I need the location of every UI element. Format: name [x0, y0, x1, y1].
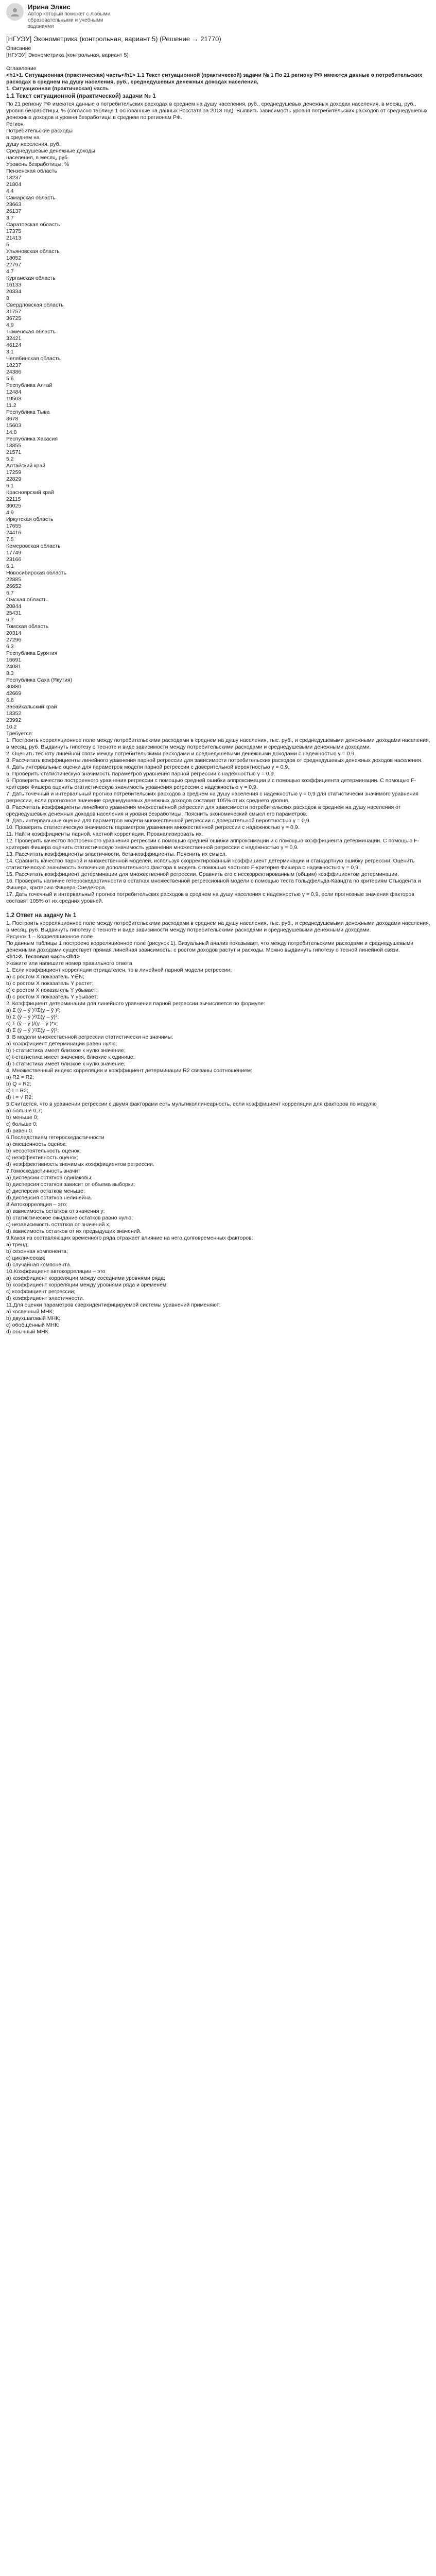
text-line: a) Σ (ŷ – ȳ )²/Σ(y – ȳ )²; — [6, 1007, 61, 1013]
user-icon — [9, 6, 21, 18]
text-line: Укажите или напишите номер правильного ответа — [6, 960, 132, 967]
text-line: Забайкальский край — [6, 704, 57, 710]
text-line: a) с ростом X показатель Y∈N; — [6, 974, 84, 980]
author-subtitle: Автор который поможет с любыми образовательными и учебными заданиями — [28, 11, 111, 29]
text-line: 19503 — [6, 396, 22, 402]
text-line: Саратовская область — [6, 222, 60, 228]
author-block — [6, 3, 431, 30]
text-line: Иркутская область — [6, 516, 54, 522]
text-line: 1. Если коэффициент корреляции отрицателен, то в линейной парной модели регрессии: — [6, 967, 232, 973]
text-line: d) дисперсия остатков нелинейна. — [6, 1195, 93, 1201]
text-line: в среднем на — [6, 134, 40, 141]
text-line: 15. Рассчитать коэффициент детерминации для множественной регрессии. Сравнить его с нескорректированным (общим) коэффициентом детерминации. — [6, 871, 399, 877]
text-line: 18237 — [6, 175, 22, 181]
text-line: 17655 — [6, 523, 22, 529]
text-line: 6. Проверить качество построенного уравнения регрессии с помощью средней ошибки аппроксимации и с помощью коэффициента детерминации. С помощью F-критерия Фишера оценить статистическую значимость уравнения регрессии с надежностью γ = 0,9. — [6, 777, 416, 790]
text-line: <h1>2. Тестовая часть</h1> — [6, 954, 80, 960]
text-line: a) коэффициент детерминации равен нулю; — [6, 1041, 117, 1047]
text-line: 4.4 — [6, 188, 14, 194]
text-line: 21413 — [6, 235, 22, 241]
text-line: b) статистическое ожидание остатков равно нулю; — [6, 1215, 133, 1221]
text-line: 20314 — [6, 630, 22, 636]
text-line: 3.1 — [6, 349, 14, 355]
text-line: c) неэффективность оценок; — [6, 1155, 78, 1161]
text-line: 26652 — [6, 583, 22, 589]
text-line: 21571 — [6, 449, 22, 455]
text-line: a) смещенность оценок; — [6, 1141, 67, 1147]
text-line: Томская область — [6, 623, 49, 630]
text-line: 7. Дать точечный и интервальный прогноз потребительских расходов в среднем на душу населения с надежностью γ = 0,9 для статистически значимого уравнения регрессии, если прогнозное значение среднедушевых денежных доходов составит 105% от их среднего уровня. — [6, 791, 418, 804]
text-line: 12. Проверить качество построенного уравнения регрессии с помощью средней ошибки аппроксимации и с помощью коэффициента детерминации. С помощью F-критерия Фишера оценить статистическую значимость уравнения множественной регрессии с надежностью γ = 0,9. — [6, 838, 419, 851]
text-line: b) коэффициент корреляции между уровнями ряда и временем; — [6, 1282, 168, 1288]
text-line: b) t-статистика имеет близкое к нулю значение; — [6, 1047, 126, 1054]
text-line: Челябинская область — [6, 355, 61, 362]
text-line: 22885 — [6, 577, 22, 583]
text-line: Самарская область — [6, 195, 56, 201]
text-line: 11.Для оценки параметров сверхидентифицируемой системы уравнений применяют: — [6, 1302, 221, 1308]
text-line: 4.9 — [6, 322, 14, 328]
text-line: Потребительские расходы — [6, 128, 73, 134]
text-line: d) с ростом X показатель Y убывает; — [6, 994, 98, 1000]
text-line: c) Σ (ŷ – ȳ )/(y – ȳ )*x; — [6, 1021, 58, 1027]
text-line: b) двухшаговый МНК; — [6, 1315, 61, 1321]
text-line: 3. В модели множественной регрессии статистически не значимы: — [6, 1034, 173, 1040]
text-line: душу населения, руб. — [6, 141, 61, 147]
text-line: c) больше 0; — [6, 1121, 38, 1127]
text-line: 17749 — [6, 550, 22, 556]
text-line: 30880 — [6, 684, 22, 690]
text-line: 17259 — [6, 469, 22, 476]
text-line: d) зависимость остатков от их предыдущих значений. — [6, 1228, 142, 1234]
text-line: 6.1 — [6, 483, 14, 489]
text-line: 46124 — [6, 342, 22, 348]
text-line: Курганская область — [6, 275, 56, 281]
text-line: b) сезонная компонента; — [6, 1248, 68, 1255]
text-line: 13. Рассчитать коэффициенты эластичности, бета-коэффициенты. Пояснить их смысл. — [6, 851, 227, 857]
text-line: 6.1 — [6, 563, 14, 569]
text-line: 4.7 — [6, 268, 14, 275]
text-line: Алтайский край — [6, 463, 46, 469]
text-line: Кемеровская область — [6, 543, 61, 549]
text-line: 15603 — [6, 422, 22, 429]
text-line: 1. Построить корреляционное поле между потребительскими расходами в среднем на душу населения, тыс. руб., и среднедушевыми денежными доходами населения, в месяц, руб. Выдвинуть гипотезу о тесноте и виде зависимости между потребительскими расходами и среднедушевыми денежными доходами. — [6, 737, 430, 750]
text-line: 16. Проверить наличие гетероскедастичности в остатках множественной регрессионной модели с помощью теста Гольдфельда-Квандта по критериям Стьюдента и Фишера, критерию Фишера-Снедекора. — [6, 878, 421, 891]
text-line: Регион — [6, 121, 24, 127]
text-line: 20844 — [6, 603, 22, 609]
text-line: Требуется: — [6, 731, 33, 737]
document-body — [6, 45, 431, 1335]
text-line: 2. Оценить тесноту линейной связи между потребительскими расходами и среднедушевыми денежными доходами с надежностью γ = 0,9. — [6, 751, 356, 757]
text-line: 18855 — [6, 443, 22, 449]
text-line: 9. Дать интервальные оценки для параметров модели множественной регрессии с доверительной вероятностью γ = 0,9. — [6, 818, 311, 824]
text-line — [6, 905, 431, 911]
text-line: 6.3 — [6, 643, 14, 650]
text-line: a) косвенный МНК; — [6, 1309, 54, 1315]
text-line: b) Σ (ŷ – ȳ )²/Σ(y – ȳ)²; — [6, 1014, 59, 1020]
text-line: 31757 — [6, 309, 22, 315]
text-line: 16691 — [6, 657, 22, 663]
text-line: 7.5 — [6, 536, 14, 543]
text-line: 36725 — [6, 315, 22, 321]
text-line: a) R2 = R2; — [6, 1074, 34, 1080]
text-line: 12484 — [6, 389, 22, 395]
text-line: 6.7 — [6, 590, 14, 596]
text-line: 22115 — [6, 496, 21, 502]
text-line: Пензенская область — [6, 168, 57, 174]
text-line: Республика Алтай — [6, 382, 53, 388]
text-line: Ульяновская область — [6, 248, 60, 255]
text-line: 10.2 — [6, 724, 17, 730]
text-line: 27296 — [6, 637, 22, 643]
text-line: 6.8 — [6, 697, 14, 703]
text-line: 17375 — [6, 228, 22, 234]
text-line: 10.Коэффициент автокорреляции – это — [6, 1268, 106, 1275]
text-line: 6.Последствием гетероскедастичности — [6, 1134, 104, 1141]
text-line: Красноярский край — [6, 489, 54, 496]
text-line: 21804 — [6, 181, 22, 188]
text-line: 5.6 — [6, 376, 14, 382]
text-line: d) коэффициент эластичности. — [6, 1295, 84, 1301]
text-line: b) с ростом X показатель Y растет; — [6, 980, 94, 987]
text-line: c) обобщённый МНК; — [6, 1322, 60, 1328]
section-heading: 1.2 Ответ на задачу № 1 — [6, 912, 77, 919]
text-line: 4. Множественный индекс корреляции и коэффициент детерминации R2 связаны соотношением: — [6, 1067, 253, 1074]
text-line: c) коэффициент регрессии; — [6, 1289, 76, 1295]
text-line: Омская область — [6, 597, 47, 603]
text-line: b) дисперсия остатков зависит от объема выборки; — [6, 1181, 135, 1188]
text-line: c) независимость остатков от значений x; — [6, 1222, 111, 1228]
text-line: По 21 региону РФ имеются данные о потребительских расходах в среднем на душу населения, руб., среднедушевых денежных доходах населения, в месяц, руб., уровня безработицы, % (согласно таблице 1 основанные на данных Росстата за 2018 год). Выявить зависимость уровня потребительских расходов от среднедушевых денежных доходов и уровня безработицы в среднем по регионам РФ. — [6, 101, 428, 121]
text-line: 18052 — [6, 255, 22, 261]
text-line: 24386 — [6, 369, 22, 375]
text-line: 11. Найти коэффициенты парной, частной корреляции. Проанализировать их. — [6, 831, 203, 837]
text-line: 23663 — [6, 201, 22, 208]
text-line: Уровень безработицы, % — [6, 161, 69, 167]
text-line: 3.7 — [6, 215, 14, 221]
text-line: 32421 — [6, 335, 22, 342]
text-line: 11.2 — [6, 402, 16, 409]
text-line: 20334 — [6, 289, 22, 295]
text-line: 10. Проверить статистическую значимость параметров уравнения множественной регрессии с надежностью γ = 0,9. — [6, 824, 300, 831]
text-line: a) больше 0,7; — [6, 1108, 43, 1114]
text-line: a) зависимость остатков от значения y; — [6, 1208, 105, 1214]
text-line: <h1>1. Ситуационная (практическая) часть</h1> 1.1 Текст ситуационной (практической) задачи № 1 По 21 региону РФ имеются данные о потребительских расходах в среднем на душу населения, руб., среднедушевых денежных доходах населения, — [6, 72, 423, 85]
text-line: c) с ростом X показатель Y убывает; — [6, 987, 98, 993]
text-line: c) дисперсия остатков меньше; — [6, 1188, 85, 1194]
text-line: Новосибирская область — [6, 570, 66, 576]
text-line: 25431 — [6, 610, 22, 616]
avatar[interactable] — [6, 3, 24, 21]
text-line: a) дисперсии остатков одинаковы; — [6, 1175, 93, 1181]
text-line: 8.Автокорреляция – это: — [6, 1201, 67, 1208]
text-line: Рисунок 1 – Корреляционное поле — [6, 934, 93, 940]
text-line: 23166 — [6, 556, 22, 563]
text-line: 8678 — [6, 416, 19, 422]
text-line: 42669 — [6, 690, 22, 697]
text-line: 8.3 — [6, 670, 14, 676]
text-line: 16133 — [6, 282, 22, 288]
text-line: По данным таблицы 1 построено корреляционное поле (рисунок 1). Визуальный анализ показывает, что между потребительскими расходами и среднедушевыми денежными доходами существует прямая линейная зависимость: с ростом доходов растут и расходы. Можно выдвинуть гипотезу о тесной линейной связи. — [6, 940, 414, 953]
text-line: 1. Построить корреляционное поле между потребительскими расходами в среднем на душу населения, тыс. руб., и среднедушевыми денежными доходами населения, в месяц, руб. Выдвинуть гипотезу о тесноте и виде зависимости между потребительскими расходами и среднедушевыми денежными доходами. — [6, 920, 430, 933]
text-line: d) I = √ R2; — [6, 1094, 33, 1100]
text-line: Оглавление — [6, 65, 37, 72]
section-heading: 1.1 Текст ситуационной (практической) задачи № 1 — [6, 93, 156, 99]
text-line: 5 — [6, 242, 9, 248]
text-line: d) t-статистика имеет близкое к нулю значение; — [6, 1061, 126, 1067]
text-line: d) случайная компонента. — [6, 1262, 72, 1268]
text-line: 7.Гомоскедастичность значит — [6, 1168, 81, 1174]
text-line: b) Q = R2; — [6, 1081, 31, 1087]
text-line: 6.7 — [6, 617, 14, 623]
page-title: [НГУЭУ] Эконометрика (контрольная, вариант 5) (Решение → 21770) — [6, 35, 221, 43]
text-line: 14.8 — [6, 429, 17, 435]
text-line: 8. Рассчитать коэффициенты линейного уравнения множественной регрессии для зависимости потребительских расходов в среднем на душу населения от среднедушевых денежных доходов населения и уровня безработицы. Пояснить экономический смысл его параметров. — [6, 804, 401, 817]
text-line: Свердловская область — [6, 302, 64, 308]
text-line: d) Σ (ŷ – ȳ )²/Σ(y – ȳ)²; — [6, 1027, 59, 1033]
text-line: 3. Рассчитать коэффициенты линейного уравнения парной регрессии для зависимости потребительских расходов от среднедушевых денежных доходов населения. — [6, 757, 423, 764]
text-line: 17. Дать точечный и интервальный прогноз потребительских расходов в среднем на душу населения с надежностью γ = 0,9, если прогнозные значения факторов составят 105% от их средних уровней. — [6, 891, 414, 904]
text-line: 23992 — [6, 717, 22, 723]
text-line: Республика Саха (Якутия) — [6, 677, 73, 683]
text-line: 5. Проверить статистическую значимость параметров уравнения парной регрессии с надежностью γ = 0,9. — [6, 771, 275, 777]
text-line: 1. Ситуационная (практическая) часть — [6, 86, 109, 92]
text-line: 24416 — [6, 530, 22, 536]
text-line: Среднедушевые денежные доходы — [6, 148, 95, 154]
text-line: 22829 — [6, 476, 22, 482]
text-line: 9.Какая из составляющих временного ряда отражает влияние на него долговременных факторов: — [6, 1235, 253, 1241]
text-line: c) t-статистика имеет значения, близкие к единице; — [6, 1054, 135, 1060]
text-line: d) обычный МНК. — [6, 1329, 50, 1335]
text-line: d) неэффективность значимых коэффициентов регрессии. — [6, 1161, 154, 1167]
text-line: Республика Хакасия — [6, 436, 58, 442]
text-line: 18237 — [6, 362, 22, 368]
text-line: Тюменская область — [6, 329, 56, 335]
text-line: 4.9 — [6, 510, 14, 516]
text-line: 5.Считается, что в уравнении регрессии с двумя факторами есть мультиколлинеарность, если коэффициент корреляции для факторов по модулю — [6, 1101, 377, 1107]
text-line: 22797 — [6, 262, 22, 268]
text-line — [6, 59, 431, 65]
text-line: b) несостоятельность оценок; — [6, 1148, 81, 1154]
text-line: 2. Коэффициент детерминации для линейного уравнения парной регрессии вычисляется по формуле: — [6, 1001, 266, 1007]
text-line: [НГУЭУ] Эконометрика (контрольная, вариант 5) — [6, 52, 129, 58]
text-line: Республика Тыва — [6, 409, 50, 415]
text-line: c) I = R2; — [6, 1088, 28, 1094]
text-line: 5.2 — [6, 456, 14, 462]
author-name[interactable]: Ирина Элкис — [28, 3, 71, 11]
text-line: a) тренд; — [6, 1242, 29, 1248]
text-line: Республика Бурятия — [6, 650, 58, 656]
text-line: 18352 — [6, 710, 22, 717]
text-line: 4. Дать интервальные оценки для параметров модели парной регрессии с доверительной вероятностью γ = 0,9. — [6, 764, 290, 770]
text-line: 30025 — [6, 503, 22, 509]
text-line: a) коэффициент корреляции между соседними уровнями ряда; — [6, 1275, 166, 1281]
text-line: 8 — [6, 295, 9, 301]
text-line: b) меньше 0; — [6, 1114, 39, 1121]
text-line: 14. Сравнить качество парной и множественной моделей, используя скорректированный коэффициент детерминации и стандартную ошибку регрессии. Оценить статистическую значимость включения дополнительного фактора в модель с помощью частного F-критерия Фишера с надежностью γ = 0,9. — [6, 858, 415, 871]
text-line: населения, в месяц, руб. — [6, 155, 69, 161]
text-line: c) циклическая; — [6, 1255, 46, 1261]
text-line: Описание — [6, 45, 31, 52]
text-line: d) равен 0. — [6, 1128, 33, 1134]
text-line: 26137 — [6, 208, 22, 214]
text-line: 24081 — [6, 664, 22, 670]
